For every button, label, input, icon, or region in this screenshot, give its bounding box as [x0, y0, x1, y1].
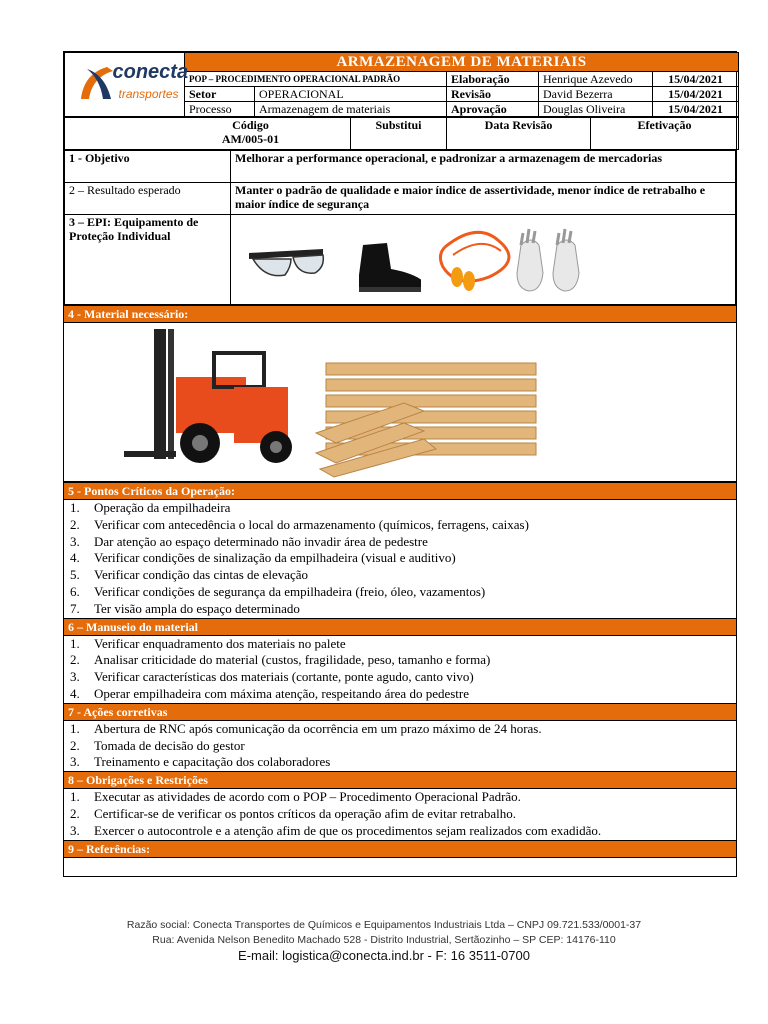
- code-value: AM/005-01: [221, 132, 280, 146]
- section-acoes: 7 - Ações corretivas: [64, 703, 736, 721]
- list-item-text: Ter visão ampla do espaço determinado: [94, 600, 300, 616]
- list-item-number: 2.: [70, 737, 80, 753]
- revisao-date: 15/04/2021: [653, 87, 739, 102]
- list-item-text: Verificar condição das cintas de elevação: [94, 567, 309, 583]
- list-item-text: Exercer o autocontrole e a atenção afim de que os procedimentos sejam realizados com exadidão.: [94, 822, 602, 838]
- list-item: [64, 534, 736, 551]
- manuseio-list: [64, 636, 736, 703]
- list-item-number: 1.: [70, 720, 80, 736]
- list-item-number: 5.: [70, 567, 80, 583]
- list-item-number: 1.: [70, 635, 80, 651]
- list-item: [64, 517, 736, 534]
- acoes-list: [64, 721, 736, 771]
- list-item-text: Tomada de decisão do gestor: [94, 737, 245, 753]
- list-item-number: 4.: [70, 550, 80, 566]
- list-item-text: Verificar enquadramento dos materiais no palete: [94, 635, 346, 651]
- list-item: [64, 652, 736, 669]
- objective-table: [64, 150, 736, 305]
- obrigacoes-list: [64, 789, 736, 839]
- material-image-strip: [64, 323, 736, 481]
- list-item: [64, 567, 736, 584]
- logo: [65, 53, 189, 117]
- list-item-number: 1.: [70, 789, 80, 805]
- list-item-number: 6.: [70, 583, 80, 599]
- footer-company: Razão social: Conecta Transportes de Químicos e Equipamentos Industriais Ltda – CNPJ 09.721.533/0001-37: [126, 919, 642, 931]
- header-table: [64, 52, 739, 117]
- setor-value: OPERACIONAL: [255, 87, 447, 102]
- list-item-number: 3.: [70, 669, 80, 685]
- list-item-text: Abertura de RNC após comunicação da ocorrência em um prazo máximo de 24 horas.: [94, 720, 542, 736]
- substitui-label: Substitui: [351, 118, 447, 150]
- list-item-number: 2.: [70, 652, 80, 668]
- footer-address: Rua: Avenida Nelson Benedito Machado 528 - Distrito Industrial, Sertãozinho – SP CEP: 14176-110: [152, 934, 616, 946]
- list-item-text: Dar atenção ao espaço determinado não invadir área de pedestre: [94, 533, 428, 549]
- list-item: [64, 738, 736, 755]
- list-item: [64, 721, 736, 738]
- logo-swoosh-icon: [77, 65, 115, 101]
- efetivacao-label: Efetivação: [591, 118, 739, 150]
- logo-subword: transportes: [118, 87, 179, 101]
- list-item: [64, 789, 736, 806]
- list-item-number: 3.: [70, 533, 80, 549]
- data-revisao-label: Data Revisão: [447, 118, 591, 150]
- result-text: Manter o padrão de qualidade e maior índice de assertividade, menor índice de retrabalho e maior índice de segurança: [231, 183, 736, 215]
- list-item-text: Verificar condições de segurança da empilhadeira (freio, óleo, vazamentos): [94, 583, 486, 599]
- section-manuseio: 6 – Manuseio do material: [64, 618, 736, 636]
- code-table: [64, 117, 739, 150]
- list-item: [64, 636, 736, 653]
- list-item: [64, 500, 736, 517]
- list-item-number: 7.: [70, 600, 80, 616]
- list-item-text: Verificar com antecedência o local do armazenamento (químicos, ferragens, caixas): [94, 516, 529, 532]
- list-item-text: Certificar-se de verificar os pontos críticos da operação afim de evitar retrabalho.: [94, 805, 517, 821]
- revisao-name: David Bezerra: [539, 87, 653, 102]
- list-item-number: 2.: [70, 805, 80, 821]
- processo-value: Armazenagem de materiais: [255, 102, 447, 117]
- pontos-list: [64, 500, 736, 618]
- list-item-text: Operar empilhadeira com máxima atenção, respeitando área do pedestre: [94, 685, 470, 701]
- objective-label: 1 - Objetivo: [65, 151, 231, 183]
- setor-label: Setor: [185, 87, 255, 102]
- section-obrigacoes: 8 – Obrigações e Restrições: [64, 771, 736, 789]
- list-item: [64, 550, 736, 567]
- list-item: [64, 823, 736, 840]
- aprovacao-label: Aprovação: [447, 102, 539, 117]
- list-item: [64, 754, 736, 771]
- epi-images: [231, 215, 736, 305]
- processo-label: Processo: [185, 102, 255, 117]
- section-referencias: 9 – Referências:: [64, 840, 736, 858]
- list-item: [64, 669, 736, 686]
- list-item-number: 2.: [70, 516, 80, 532]
- list-item-text: Executar as atividades de acordo com o POP – Procedimento Operacional Padrão.: [94, 789, 521, 805]
- work-gloves-icon: [517, 229, 579, 291]
- list-item: [64, 601, 736, 618]
- ear-plugs-icon: [421, 223, 533, 301]
- epi-label: 3 – EPI: Equipamento de Proteção Individual: [65, 215, 231, 305]
- safety-glasses-icon: [249, 249, 323, 276]
- objective-text: Melhorar a performance operacional, e padronizar a armazenagem de mercadorias: [231, 151, 736, 183]
- list-item-number: 1.: [70, 500, 80, 515]
- list-item-text: Verificar condições de sinalização da empilhadeira (visual e auditivo): [94, 550, 456, 566]
- list-item-number: 3.: [70, 754, 80, 770]
- list-item: [64, 806, 736, 823]
- referencias-body: [64, 858, 736, 876]
- forklift-icon: [124, 329, 292, 463]
- pop-document: [63, 51, 737, 877]
- result-label: 2 – Resultado esperado: [65, 183, 231, 215]
- list-item: [64, 584, 736, 601]
- list-item-number: 4.: [70, 685, 80, 701]
- epi-image-strip: [231, 215, 739, 301]
- material-images: [64, 323, 736, 482]
- page-title: ARMAZENAGEM DE MATERIAIS: [185, 53, 739, 72]
- aprovacao-date: 15/04/2021: [653, 102, 739, 117]
- list-item-text: Treinamento e capacitação dos colaboradores: [94, 754, 331, 770]
- wooden-pallets-icon: [316, 363, 536, 477]
- code-label: Código: [232, 118, 269, 132]
- revisao-label: Revisão: [447, 87, 539, 102]
- aprovacao-name: Douglas Oliveira: [539, 102, 653, 117]
- elaboracao-label: Elaboração: [447, 72, 539, 87]
- safety-boot-icon: [359, 243, 423, 292]
- code-cell: [65, 118, 351, 150]
- list-item: [64, 686, 736, 703]
- section-pontos: 5 - Pontos Críticos da Operação:: [64, 482, 736, 500]
- footer-contact: E-mail: logistica@conecta.ind.br - F: 16 3511-0700: [238, 948, 530, 963]
- pop-label: POP – PROCEDIMENTO OPERACIONAL PADRÃO: [185, 72, 447, 87]
- list-item-text: Analisar criticidade do material (custos, fragilidade, peso, tamanho e forma): [94, 652, 491, 668]
- elaboracao-name: Henrique Azevedo: [539, 72, 653, 87]
- logo-word: conecta: [112, 61, 189, 83]
- list-item-text: Verificar características dos materiais (cortante, ponte agudo, canto vivo): [94, 669, 474, 685]
- list-item-text: Operação da empilhadeira: [94, 500, 231, 515]
- list-item-number: 3.: [70, 822, 80, 838]
- elaboracao-date: 15/04/2021: [653, 72, 739, 87]
- section-material: 4 - Material necessário:: [64, 305, 736, 323]
